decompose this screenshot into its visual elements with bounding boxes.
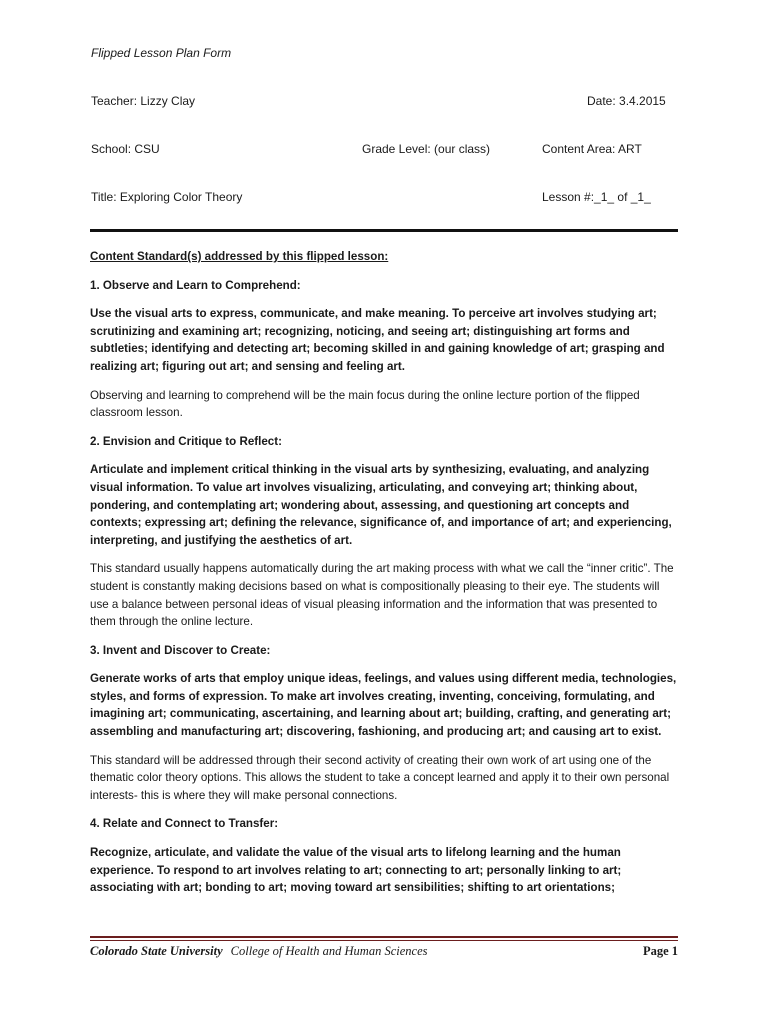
standard-2-heading: 2. Envision and Critique to Reflect: bbox=[90, 434, 282, 448]
standard-3-note: This standard will be addressed through their second activity of creating their own work of art using one of the thematic color theory options. This allows the student to take a concept learned and apply it to their own personal interests- this is where they will make personal connections. bbox=[90, 753, 670, 802]
title-field: Title: Exploring Color Theory bbox=[91, 190, 243, 204]
form-title: Flipped Lesson Plan Form bbox=[91, 46, 232, 60]
lesson-number-field: Lesson #:_1_ of _1_ bbox=[542, 190, 651, 204]
standard-3-body: Generate works of arts that employ unique ideas, feelings, and values using different media, technologies, styles, and forms of expression. To make art involves creating, inventing, conceiving, formulating, and imagining art; communicating, ascertaining, and learning about art; building, crafting, and generating art; assembling and manufacturing art; discovering, fashioning, and producing art; and causing art to exist. bbox=[90, 672, 677, 739]
footer-divider-thin bbox=[90, 940, 678, 941]
page-footer bbox=[90, 944, 678, 959]
school-field: School: CSU bbox=[91, 142, 160, 156]
standard-1-heading: 1. Observe and Learn to Comprehend: bbox=[90, 278, 301, 292]
lesson-content bbox=[90, 248, 680, 908]
standard-1-note: Observing and learning to comprehend will be the main focus during the online lecture portion of the flipped classroom lesson. bbox=[90, 388, 640, 420]
standard-1-body: Use the visual arts to express, communicate, and make meaning. To perceive art involves studying art; scrutinizing and examining art; recognizing, noticing, and seeing art; distinguishing art forms and subtleties; identifying and detecting art; becoming skilled in and gaining knowledge of art; grasping and realizing art; figuring out art; and sensing and feeling art. bbox=[90, 307, 665, 373]
grade-level-field: Grade Level: (our class) bbox=[362, 142, 491, 156]
standard-2-note: This standard usually happens automatically during the art making process with what we call the “inner critic”. The student is constantly making decisions based on what is compositionally pleasing to their eye. The students will use a balance between personal ideas of visual pleasing information and the information that was presented to them through the online lecture. bbox=[90, 562, 674, 629]
footer-university: Colorado State University bbox=[90, 944, 223, 958]
standard-2-body: Articulate and implement critical thinking in the visual arts by synthesizing, evaluating, and analyzing visual information. To value art involves visualizing, articulating, and conveying art; thinking about, pondering, and contemplating art; wondering about, assessing, and questioning art concepts and contexts; expressing art; defining the relevance, significance of, and importance of art; and experiencing, interpreting, and justifying the aesthetics of art. bbox=[90, 463, 672, 547]
teacher-field: Teacher: Lizzy Clay bbox=[91, 94, 196, 108]
standard-4-body: Recognize, articulate, and validate the value of the visual arts to lifelong learning and the human experience. To respond to art involves relating to art; connecting to art; personally linking to art; associating with art; bonding to art; moving toward art sensibilities; shifting to art orientations; bbox=[90, 846, 622, 895]
footer-page-number: Page 1 bbox=[642, 944, 678, 958]
standard-3-heading: 3. Invent and Discover to Create: bbox=[90, 643, 271, 657]
date-field: Date: 3.4.2015 bbox=[587, 94, 666, 108]
content-area-field: Content Area: ART bbox=[542, 142, 642, 156]
footer-divider-thick bbox=[90, 936, 678, 938]
standards-heading: Content Standard(s) addressed by this flipped lesson: bbox=[90, 250, 389, 263]
footer-college: College of Health and Human Sciences bbox=[230, 944, 428, 958]
header-divider bbox=[90, 229, 678, 232]
standard-4-heading: 4. Relate and Connect to Transfer: bbox=[90, 817, 279, 831]
